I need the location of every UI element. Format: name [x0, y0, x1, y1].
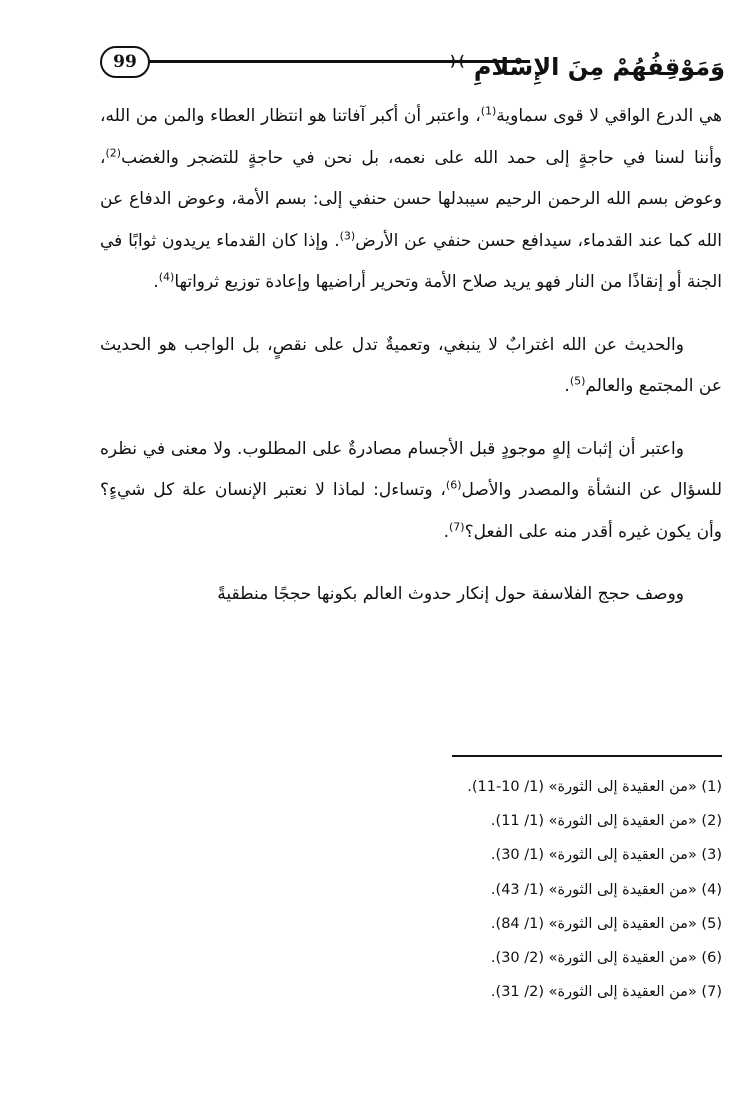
text-run: هي الدرع الواقي لا قوى سماوية	[496, 106, 722, 126]
footnote-ref: (1)	[480, 104, 497, 118]
footnote: (4) «من العقيدة إلى الثورة» (1/ 43).	[490, 881, 722, 898]
paragraph	[100, 574, 722, 616]
footnote: (6) «من العقيدة إلى الثورة» (2/ 30).	[490, 950, 722, 967]
footnote-ref: (5)	[569, 374, 586, 388]
paragraph	[100, 325, 722, 408]
footnote-separator	[452, 755, 722, 757]
text-run: ، واعتبر أن أكبر آفاتنا هو انتظار العطاء والمن من الله، وأننا لسنا في حاجةٍ إلى حمد الله على نعمه، بل نحن في حاجةٍ للتضجر والغضب	[100, 106, 722, 168]
footnote: (3) «من العقيدة إلى الثورة» (1/ 30).	[490, 847, 722, 864]
text-run: ، وعوض بسم الله الرحمن الرحيم سيبدلها حسن حنفي إلى: بسم الأمة، وعوض الدفاع عن الله كما عند القدماء، سيدافع حسن حنفي عن الأرض	[100, 147, 722, 251]
title-ornament: ﴾﴿	[449, 54, 466, 70]
paragraph	[100, 429, 722, 554]
text-run: .	[153, 272, 159, 292]
page-number: 99	[100, 46, 150, 78]
footnote-ref: (6)	[445, 478, 462, 492]
running-title-text: وَمَوْقِفُهُمْ مِنَ الإِسْلامِ	[473, 53, 725, 81]
text-run: والحديث عن الله اغترابٌ لا ينبغي، وتعميةٌ تدل على نقصٍ، بل الواجب هو الحديث عن المجتمع والعالم	[100, 334, 722, 396]
text-run: ، وتساءل: لماذا لا نعتبر الإنسان علة كل شيءٍ؟ وأن يكون غيره أقدر منه على الفعل؟	[100, 480, 722, 542]
footnote: (2) «من العقيدة إلى الثورة» (1/ 11).	[490, 813, 722, 830]
footnote: (5) «من العقيدة إلى الثورة» (1/ 84).	[490, 915, 722, 932]
paragraph	[100, 96, 722, 304]
text-run: واعتبر أن إثبات إلهٍ موجودٍ قبل الأجسام مصادرةٌ على المطلوب. ولا معنى في نظره للسؤال عن النشأة والمصدر والأصل	[100, 438, 722, 500]
footnote: (7) «من العقيدة إلى الثورة» (2/ 31).	[490, 984, 722, 1001]
footnote-ref: (7)	[448, 519, 465, 533]
body-text	[100, 96, 722, 616]
text-run: .	[564, 376, 570, 396]
text-run: .	[443, 521, 449, 542]
footnote-ref: (2)	[105, 145, 122, 159]
footnotes	[340, 770, 722, 1009]
running-header	[95, 40, 725, 84]
text-run: . وإذا كان القدماء يريدون ثوابًا في الجنة أو إنقاذًا من النار فهو يريد صلاح الأمة وتحرير أراضيها وإعادة توزيع ثرواتها	[100, 230, 722, 292]
running-title	[449, 40, 725, 84]
footnote-ref: (4)	[158, 270, 175, 284]
footnote-ref: (3)	[339, 228, 356, 242]
footnote: (1) «من العقيدة إلى الثورة» (1/ 10-11).	[467, 779, 722, 795]
text-run: ووصف حجج الفلاسفة حول إنكار حدوث العالم بكونها حججًا منطقيةً	[217, 584, 684, 604]
